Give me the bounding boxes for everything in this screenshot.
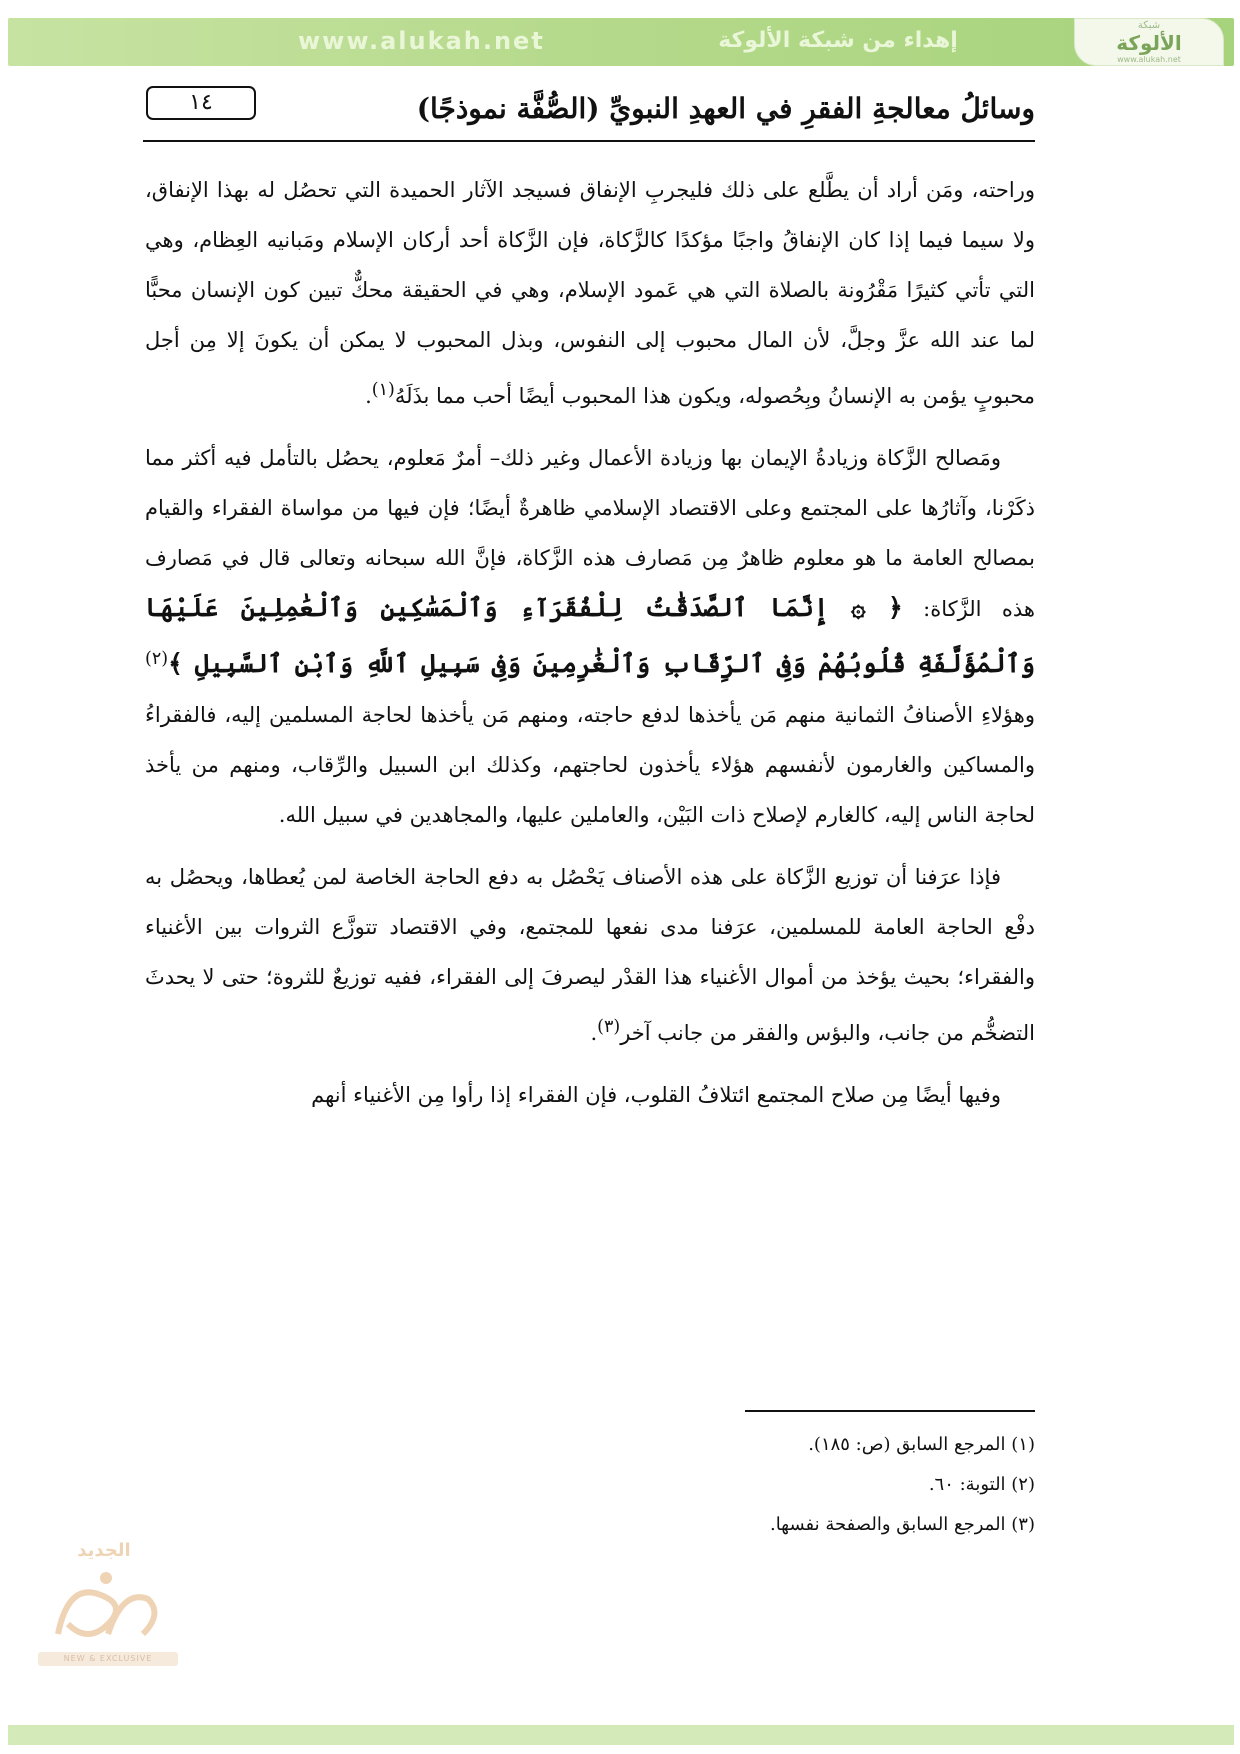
banner-url[interactable]: www.alukah.net — [298, 27, 545, 55]
logo-top-text: شبكة — [1137, 20, 1161, 31]
footnote-3: (٣) المرجع السابق والصفحة نفسها. — [769, 1514, 1035, 1535]
top-banner — [8, 18, 1234, 66]
footnotes — [500, 1425, 1035, 1545]
paragraph-3-text: فإذا عرَفنا أن توزيع الزَّكاة على هذه الأصناف يَحْصُل به دفع الحاجة الخاصة لمن يُعطاها، ويحصُل به دفْع الحاجة العامة للمسلمين، عرَفنا مدى نفعها للمجتمع، وفي الاقتصاد تتوزَّع الثروات بين الأغنياء والفقراء؛ بحيث يؤخذ من أموال الأغنياء هذا القدْر ليصرفَ إلى الفقراء، ففيه توزيعٌ للثروة؛ حتى لا يحدثَ التضخُّم من جانب، والبؤس والفقر من جانب آخر — [145, 865, 1035, 1045]
footnote-2: (٢) التوبة: ٦٠. — [928, 1474, 1035, 1495]
paragraph-3-end: . — [590, 1021, 598, 1045]
paragraph-2-continuation: وهؤلاءِ الأصنافُ الثمانية منهم مَن يأخذها لدفع حاجته، ومنهم مَن يأخذها لحاجة المسلمين إليه، فالفقراءُ والمساكين والغارمون لأنفسهم هؤلاء يأخذون لحاجتهم، وكذلك ابن السبيل والرِّقاب، ومنهم من يأخذ لحاجة الناس إليه، كالغارم لإصلاح ذات البَيْن، والعاملين عليها، والمجاهدين في سبيل الله. — [145, 703, 1035, 827]
paragraph-1-end: . — [365, 384, 372, 408]
main-text — [145, 165, 1035, 1120]
paragraph-4: وفيها أيضًا مِن صلاح المجتمع ائتلافُ القلوب، فإن الفقراء إذا رأوا مِن الأغنياء أنهم — [311, 1083, 1001, 1107]
watermark-logo — [38, 1540, 178, 1670]
banner-gift-text: إهداء من شبكة الألوكة — [718, 28, 958, 53]
paragraph-1-text: وراحته، ومَن أراد أن يطَّلع على ذلك فليجربِ الإنفاق فسيجد الآثار الحميدة التي تحصُل له بهذا الإنفاق، ولا سيما فيما إذا كان الإنفاقُ واجبًا مؤكدًا كالزَّكاة، فإن الزَّكاة أحد أركان الإسلام ومَبانيه العِظام، وهي التي تأتي كثيرًا مَقْرُونة بالصلاة التي هي عَمود الإسلام، وهي في الحقيقة محكٌّ تبين كون الإنسان محبًّا لما عند الله عزَّ وجلَّ، لأن المال محبوب إلى النفوس، وبذل المحبوب لا يمكن أن يكونَ إلا مِن أجل محبوبٍ يؤمن به الإنسانُ وبِحُصوله، ويكون هذا المحبوب أيضًا أحب مما بذَلَهُ — [145, 178, 1035, 408]
watermark-calligraphy-icon — [48, 1564, 168, 1650]
paragraph-1 — [145, 165, 1035, 421]
footnote-1: (١) المرجع السابق (ص: ١٨٥). — [808, 1434, 1035, 1455]
paragraph-3 — [145, 852, 1035, 1058]
watermark-bar-text: NEW & EXCLUSIVE — [38, 1652, 178, 1666]
page-title: وسائلُ معالجةِ الفقرِ في العهدِ النبويِّ (الصُّفَّة نموذجًا) — [416, 92, 1035, 125]
footnote-divider — [745, 1410, 1035, 1412]
paragraph-2-text: ومَصالح الزَّكاة وزيادةُ الإيمان بها وزيادة الأعمال وغير ذلك– أمرٌ مَعلوم، يحصُل بالتأمل فيه أكثر مما ذكَرْنا، وآثارُها على المجتمع وعلى الاقتصاد الإسلامي ظاهرةٌ أيضًا؛ فإن فيها من مواساة الفقراء والقيام بمصالح العامة ما هو معلوم ظاهرٌ مِن مَصارف هذه الزَّكاة، فإنَّ الله سبحانه وتعالى قال في مَصارف هذه الزَّكاة: — [145, 446, 1035, 621]
watermark-top-text: الجديد — [77, 1540, 131, 1561]
paragraph-2 — [145, 433, 1035, 840]
bottom-banner — [8, 1725, 1234, 1745]
footnote-ref-3[interactable]: (٣) — [597, 1017, 621, 1037]
footnote-ref-1[interactable]: (١) — [371, 380, 395, 400]
logo-main-text: الألوكة — [1116, 31, 1182, 55]
quran-verse: ﴿ ۞ إِنَّمَا ٱلصَّدَقَٰتُ لِلْفُقَرَآءِ وَٱلْمَسَٰكِينِ وَٱلْعَٰمِلِينَ عَلَيْهَا وَٱلْمُؤَلَّفَةِ قُلُوبُهُمْ وَفِى ٱلرِّقَابِ وَٱلْغَٰرِمِينَ وَفِى سَبِيلِ ٱللَّهِ وَٱبْنِ ٱلسَّبِيلِ ﴾ — [145, 593, 1035, 678]
footnote-ref-2[interactable]: (٢) — [145, 649, 169, 669]
alukah-logo — [1074, 18, 1224, 66]
header-divider — [143, 140, 1035, 142]
logo-url-text: www.alukah.net — [1117, 55, 1181, 64]
page-number: ١٤ — [146, 86, 256, 120]
